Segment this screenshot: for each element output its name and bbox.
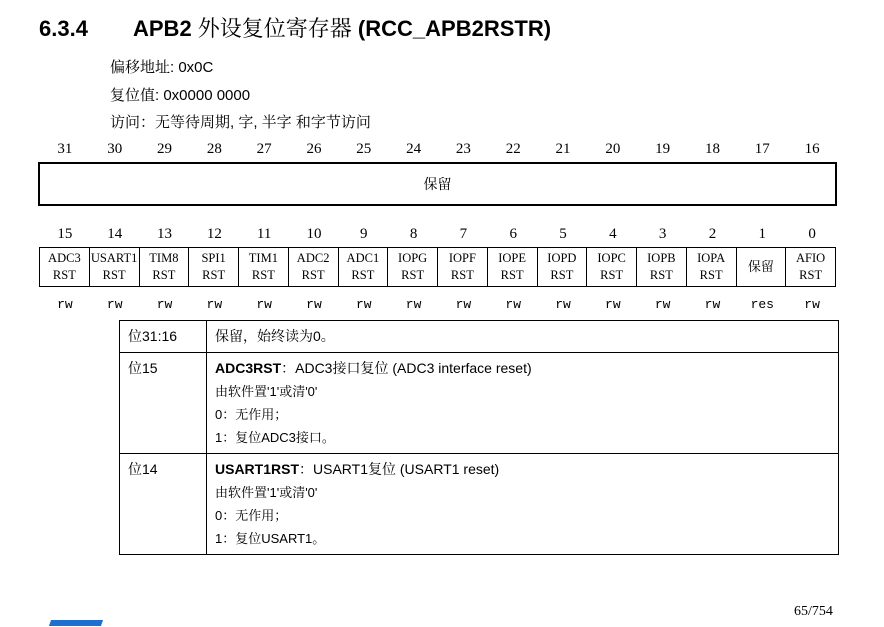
field-name: USART1RST xyxy=(215,461,300,477)
bit-number: 6 xyxy=(509,226,517,242)
bit-number: 19 xyxy=(655,141,671,157)
bit-number: 15 xyxy=(57,226,73,242)
bit-field-suffix: RST xyxy=(351,268,375,282)
logo-stripe xyxy=(49,620,103,626)
bit-number: 11 xyxy=(256,226,272,242)
bit-field-cell xyxy=(786,248,835,286)
access-types xyxy=(40,297,837,312)
bit-number: 28 xyxy=(206,141,222,157)
bit-field-cell xyxy=(140,248,190,286)
bit-field-suffix: RST xyxy=(102,268,126,282)
access-type: rw xyxy=(206,297,223,312)
bit-field-cell xyxy=(339,248,389,286)
bit-field-suffix: RST xyxy=(450,268,474,282)
bit-range-cell xyxy=(120,353,207,454)
access-type: res xyxy=(750,297,774,312)
description-line: 由软件置'1'或清'0' xyxy=(215,384,318,399)
bit-number: 27 xyxy=(256,141,272,157)
access-type: rw xyxy=(57,297,73,312)
bit-field-suffix: RST xyxy=(301,268,325,282)
bit-description-cell xyxy=(207,353,839,454)
bit-number: 25 xyxy=(356,141,372,157)
bit-number: 14 xyxy=(107,226,123,242)
section-title-cn: 外设复位寄存器 xyxy=(197,16,352,41)
bit-number: 26 xyxy=(306,141,322,157)
bit-field-name: IOPC xyxy=(597,251,626,265)
bit-field-cell xyxy=(488,248,538,286)
access-type: rw xyxy=(455,297,472,312)
bit-description-cell xyxy=(207,454,839,555)
bit-number: 10 xyxy=(306,226,322,242)
description-line: 1：复位ADC3接口。 xyxy=(215,430,335,445)
field-summary: 保留，始终读为0。 xyxy=(215,328,335,344)
field-summary: ：ADC3接口复位 (ADC3 interface reset) xyxy=(281,360,532,376)
description-title xyxy=(215,458,830,481)
reserved-field-label: 保留 xyxy=(423,177,452,193)
low-bit-fields xyxy=(39,247,836,287)
access-type: rw xyxy=(405,297,422,312)
bit-number: 8 xyxy=(409,226,418,242)
bit-field-name: TIM1 xyxy=(248,251,278,265)
bit-field-name: IOPB xyxy=(647,251,676,265)
bit-range: 位14 xyxy=(128,461,158,477)
bit-number: 24 xyxy=(406,141,422,157)
bit-field-suffix: RST xyxy=(649,268,673,282)
access-type: rw xyxy=(306,297,322,312)
bit-field-suffix: RST xyxy=(699,268,723,282)
bit-field-suffix: RST xyxy=(202,268,226,282)
bit-number: 17 xyxy=(754,141,770,157)
bit-field-suffix: RST xyxy=(550,268,574,282)
bit-field-cell xyxy=(388,248,438,286)
description-row xyxy=(120,454,839,555)
offset-address: 偏移地址: 0x0C xyxy=(110,59,214,76)
bit-field-cell xyxy=(687,248,737,286)
bit-field-name: ADC3 xyxy=(48,251,81,265)
access-type: rw xyxy=(355,297,372,312)
bit-field-suffix: RST xyxy=(401,268,425,282)
bit-number: 29 xyxy=(157,141,173,157)
bit-field-cell xyxy=(90,248,140,286)
access-type: rw xyxy=(156,297,173,312)
bit-field-suffix: RST xyxy=(152,268,176,282)
bit-field-name: SPI1 xyxy=(201,251,226,265)
bit-range-cell xyxy=(120,454,207,555)
bit-field-name: IOPG xyxy=(398,251,428,265)
section-number: 6.3.4 xyxy=(39,16,88,41)
bit-field-cell xyxy=(538,248,588,286)
bit-range: 位31:16 xyxy=(128,328,178,344)
bit-number: 22 xyxy=(505,141,521,157)
reset-value: 复位值: 0x0000 0000 xyxy=(110,87,251,104)
bit-number: 3 xyxy=(658,226,667,242)
bit-description-table xyxy=(119,320,839,555)
page-number: 65/754 xyxy=(794,604,833,619)
bit-field-suffix: RST xyxy=(52,268,76,282)
bit-field-suffix: RST xyxy=(799,268,823,282)
access-type: rw xyxy=(704,297,721,312)
section-heading xyxy=(39,12,551,43)
bit-field-cell xyxy=(239,248,289,286)
bit-field-suffix: RST xyxy=(500,268,524,282)
bit-range-cell xyxy=(120,321,207,353)
bit-number: 18 xyxy=(704,141,720,157)
bit-number: 5 xyxy=(559,226,567,242)
description-title xyxy=(215,325,830,348)
bit-number: 16 xyxy=(804,141,820,157)
description-line: 由软件置'1'或清'0' xyxy=(215,485,318,500)
access-type: rw xyxy=(804,297,820,312)
description-line: 0：无作用； xyxy=(215,407,288,422)
description-title xyxy=(215,357,830,380)
bit-field-name: IOPD xyxy=(547,251,577,265)
bit-field-name: AFIO xyxy=(796,251,826,265)
bit-field-name: IOPE xyxy=(498,251,527,265)
bit-field-name: USART1 xyxy=(90,251,138,265)
bit-field-name: TIM8 xyxy=(149,251,179,265)
reserved-field-high xyxy=(38,162,837,206)
field-name: ADC3RST xyxy=(215,360,282,376)
bit-number: 23 xyxy=(455,141,471,157)
bit-field-cell xyxy=(637,248,687,286)
bit-number: 30 xyxy=(107,141,123,157)
section-title-prefix: APB2 xyxy=(133,16,198,41)
access-type: rw xyxy=(654,297,671,312)
bit-field-name: IOPA xyxy=(697,251,726,265)
description-line: 1：复位USART1。 xyxy=(215,531,326,546)
bit-description-cell xyxy=(207,321,839,353)
bit-field-cell xyxy=(737,248,787,286)
access-type: rw xyxy=(256,297,272,312)
description-line: 0：无作用； xyxy=(215,508,288,523)
bit-field-name: ADC1 xyxy=(346,251,380,265)
bit-field-name: IOPF xyxy=(448,251,476,265)
access-info: 访问：无等待周期, 字, 半字 和字节访问 xyxy=(110,114,371,131)
low-bit-numbers xyxy=(40,226,837,243)
bit-field-cell xyxy=(189,248,239,286)
bit-number: 12 xyxy=(206,226,222,242)
access-type: rw xyxy=(605,297,621,312)
bit-number: 13 xyxy=(157,226,173,242)
description-row xyxy=(120,353,839,454)
bit-number: 2 xyxy=(708,226,717,242)
bit-field-cell xyxy=(289,248,339,286)
bit-number: 1 xyxy=(758,226,767,242)
bit-number: 31 xyxy=(57,141,73,157)
high-bit-numbers xyxy=(40,141,837,158)
bit-number: 4 xyxy=(609,226,617,242)
bit-range: 位15 xyxy=(128,360,158,376)
section-title-suffix: (RCC_APB2RSTR) xyxy=(351,16,552,41)
bit-number: 20 xyxy=(605,141,621,157)
bit-field-suffix: RST xyxy=(600,268,624,282)
access-type: rw xyxy=(106,297,123,312)
bit-number: 7 xyxy=(459,226,468,242)
access-type: rw xyxy=(505,297,522,312)
bit-field-cell xyxy=(438,248,488,286)
access-type: rw xyxy=(555,297,571,312)
bit-number: 9 xyxy=(360,226,368,242)
bit-number: 21 xyxy=(555,141,571,157)
bit-field-cell xyxy=(587,248,637,286)
bit-field-name: 保留 xyxy=(747,259,774,275)
field-summary: ：USART1复位 (USART1 reset) xyxy=(299,461,500,477)
bit-number: 0 xyxy=(808,226,816,242)
bit-field-cell xyxy=(40,248,90,286)
bit-field-name: ADC2 xyxy=(296,251,330,265)
bit-field-suffix: RST xyxy=(251,268,275,282)
description-row xyxy=(120,321,839,353)
